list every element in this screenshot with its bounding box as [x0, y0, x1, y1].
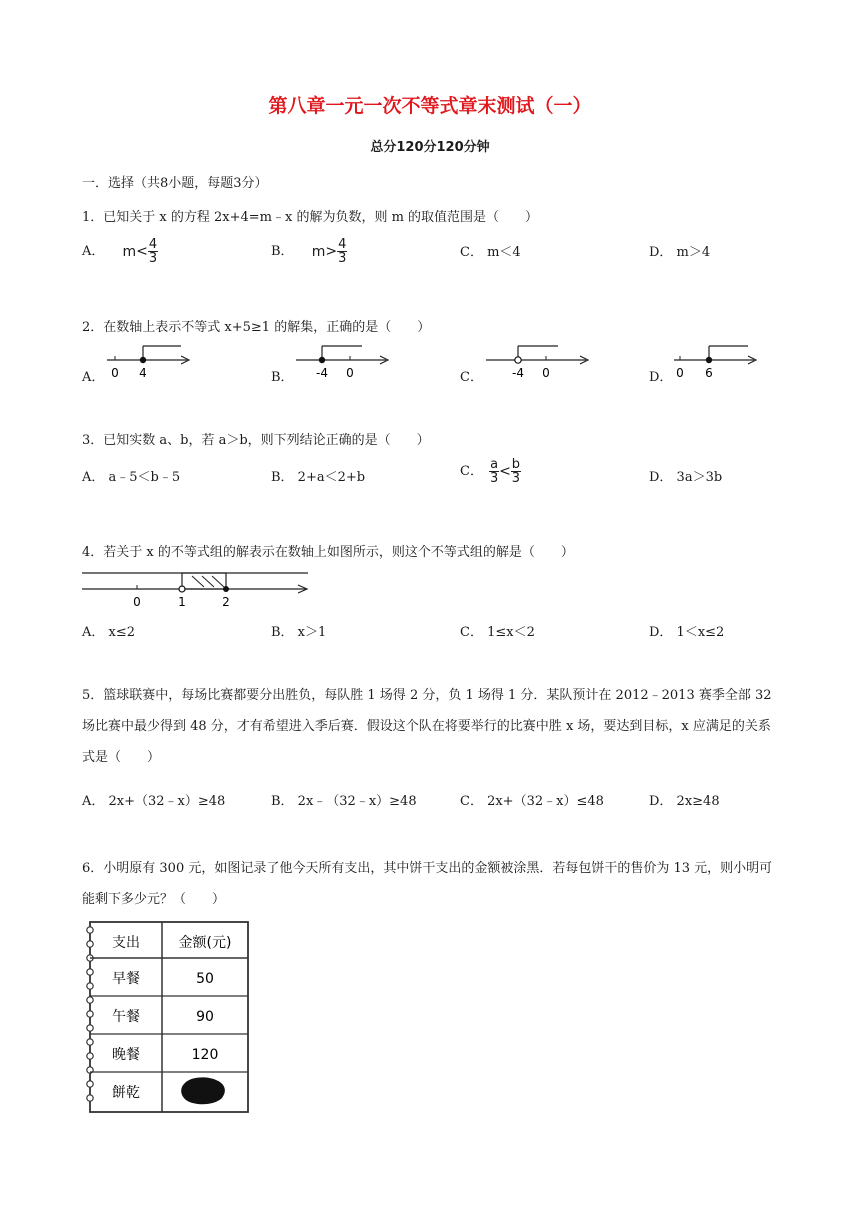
q3-option-a: A． a﹣5＜b﹣5: [82, 470, 181, 485]
tick-label: 0: [346, 366, 354, 380]
tick-label: 1: [178, 595, 186, 609]
q1-option-a-fraction: [148, 238, 158, 265]
section-heading: 一．选择（共8小题，每题3分）: [82, 176, 268, 191]
q1-option-b-fraction: [337, 238, 347, 265]
q1-option-b-label: B．: [271, 244, 294, 259]
q1-option-a-sym: <: [136, 243, 148, 260]
q5-option-a: A． 2x+（32﹣x）≥48: [82, 794, 226, 809]
tick-label: -4: [316, 366, 328, 380]
q3-option-c: [460, 458, 521, 485]
q1-option-a: [82, 238, 158, 265]
q1-option-b: [271, 238, 347, 265]
table-header-item: 支出: [112, 935, 140, 951]
page-subtitle: 总分120分120分钟: [370, 140, 490, 155]
q2-option-b-number-line: [294, 340, 394, 386]
question-4-stem: 4．若关于 x 的不等式组的解表示在数轴上如图所示，则这个不等式组的解是（ ）: [82, 545, 574, 560]
question-3-stem: 3．已知实数 a、b，若 a＞b，则下列结论正确的是（ ）: [82, 433, 430, 448]
q4-option-c: C． 1≤x＜2: [460, 625, 535, 640]
q3-fraction-a: [489, 458, 499, 485]
fraction-numerator: 4: [338, 237, 347, 252]
tick-label: 6: [705, 366, 713, 380]
tick-label: 0: [676, 366, 684, 380]
table-header-amount: 金额(元): [178, 935, 232, 951]
q1-option-a-label: A．: [82, 244, 105, 259]
tick-label: 2: [222, 595, 230, 609]
q2-option-b-label: B．: [271, 370, 294, 385]
tick-label: -4: [512, 366, 524, 380]
q2-option-d-number-line: [672, 340, 762, 386]
tick-label: 0: [542, 366, 550, 380]
tick-label: 4: [139, 366, 147, 380]
fraction-denominator: 3: [489, 471, 499, 486]
fraction-numerator: b: [511, 457, 521, 472]
question-5-stem: 5．篮球联赛中，每场比赛都要分出胜负，每队胜 1 场得 2 分，负 1 场得 1 分．某队预计在 2012﹣2013 赛季全部 32 场比赛中最少得到 48 分，才有希望进入季后赛．假设这个队在将要举行的比赛中胜 x 场，要达到目标，x 应满足的关系式是（ ）: [82, 688, 772, 765]
q4-option-a: A． x≤2: [82, 625, 136, 640]
q5-option-b: B． 2x﹣（32﹣x）≥48: [271, 794, 417, 809]
table-cell: 餅乾: [112, 1085, 140, 1101]
q2-option-d-label: D．: [649, 370, 673, 385]
fraction-denominator: 3: [148, 251, 158, 266]
q3-option-b: B． 2+a＜2+b: [271, 470, 366, 485]
q1-option-c: C． m＜4: [460, 245, 521, 260]
q1-option-b-var: m: [311, 243, 326, 260]
q3-option-d: D． 3a＞3b: [649, 470, 723, 485]
page-title: 第八章一元一次不等式章末测试（一）: [268, 95, 592, 117]
tick-label: 0: [133, 595, 141, 609]
fraction-denominator: 3: [511, 471, 521, 486]
table-cell: 午餐: [112, 1009, 140, 1025]
table-cell: 90: [196, 1009, 214, 1025]
table-cell: 早餐: [112, 971, 140, 987]
q4-option-b: B． x＞1: [271, 625, 327, 640]
question-2-stem: 2．在数轴上表示不等式 x+5≥1 的解集，正确的是（ ）: [82, 320, 431, 335]
q3-option-c-label: C．: [460, 464, 483, 479]
fraction-numerator: 4: [148, 237, 158, 252]
q5-option-c: C． 2x+（32﹣x）≤48: [460, 794, 604, 809]
q2-option-a-label: A．: [82, 370, 105, 385]
q2-option-a-number-line: [105, 340, 195, 386]
tick-label: 0: [111, 366, 119, 380]
q1-option-b-sym: >: [325, 243, 338, 260]
table-cell: 120: [191, 1047, 219, 1063]
table-cell: 晚餐: [112, 1047, 140, 1063]
q4-number-line: [80, 564, 316, 612]
q2-option-c-number-line: [484, 340, 594, 386]
q4-option-d: D． 1＜x≤2: [649, 625, 725, 640]
q3-option-c-sym: <: [499, 463, 511, 480]
q1-option-d: D． m＞4: [649, 245, 711, 260]
q1-option-a-var: m: [122, 243, 137, 260]
q3-fraction-b: [511, 458, 521, 485]
q6-expense-table: [82, 918, 252, 1116]
q5-option-d: D． 2x≥48: [649, 794, 720, 809]
fraction-numerator: a: [490, 457, 499, 472]
fraction-denominator: 3: [338, 251, 347, 266]
question-6-stem: 6．小明原有 300 元，如图记录了他今天所有支出，其中饼干支出的金额被涂黑．若每包饼干的售价为 13 元，则小明可能剩下多少元？（ ）: [82, 861, 773, 907]
q2-option-c-label: C．: [460, 370, 483, 385]
question-1-stem: 1．已知关于 x 的方程 2x+4=m﹣x 的解为负数，则 m 的取值范围是（ ）: [82, 210, 539, 225]
redacted-amount: [181, 1077, 225, 1104]
table-cell: 50: [196, 971, 214, 987]
